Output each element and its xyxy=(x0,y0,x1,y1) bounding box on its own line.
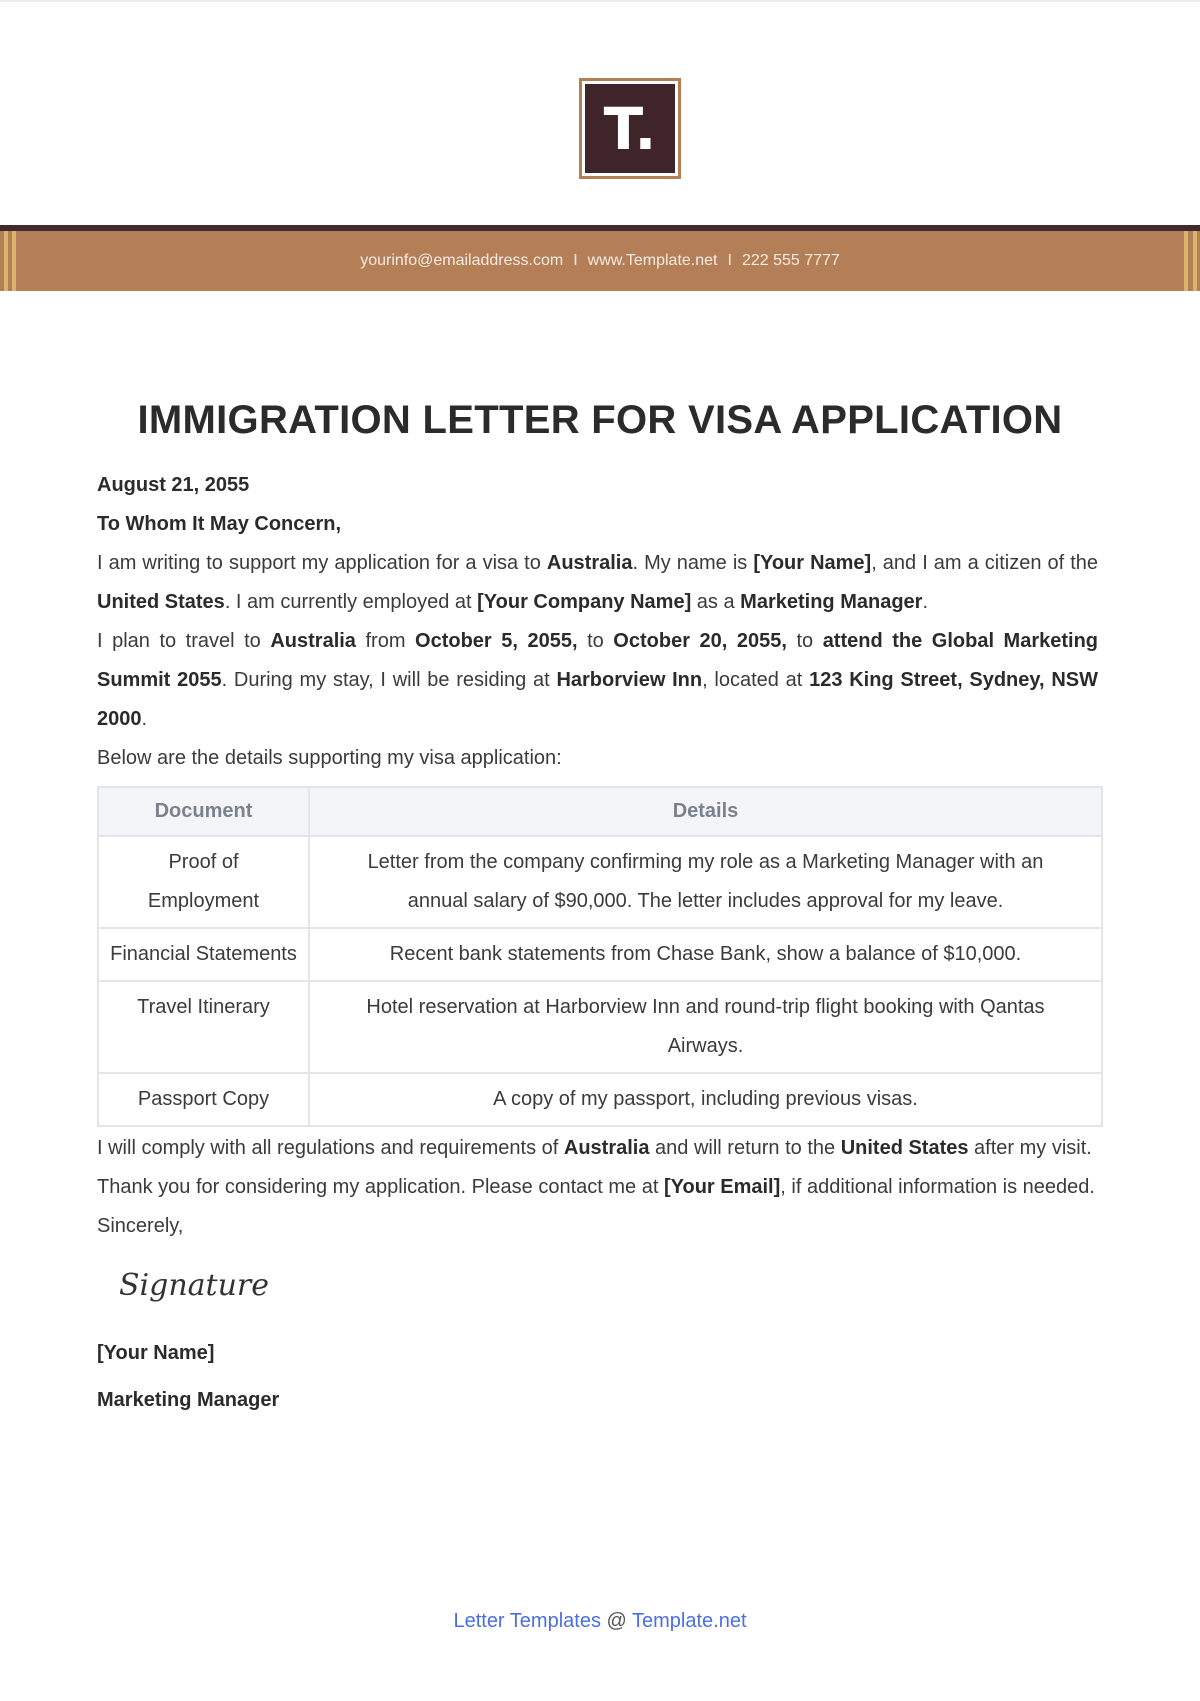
logo-letter: T. xyxy=(585,84,675,173)
page-title: IMMIGRATION LETTER FOR VISA APPLICATION xyxy=(137,398,1063,442)
text-run: , located at xyxy=(702,669,810,691)
text-run: after my visit. xyxy=(968,1137,1092,1159)
top-border xyxy=(0,0,1200,2)
emphasized-text: Australia xyxy=(270,630,356,652)
band-stripe xyxy=(12,231,16,291)
table-row xyxy=(98,836,1102,928)
band-stripe xyxy=(1184,231,1188,291)
separator: I xyxy=(573,252,578,269)
contact-band xyxy=(0,231,1200,291)
paragraph-details-intro: Below are the details supporting my visa application: xyxy=(97,747,562,769)
emphasized-text: Harborview Inn xyxy=(556,669,703,691)
paragraph-intro xyxy=(97,544,1098,622)
emphasized-text: October 5, 2055, xyxy=(415,630,578,652)
signer-role: Marketing Manager xyxy=(97,1389,280,1411)
contact-website: www.Template.net xyxy=(587,252,718,269)
document-cell: Financial Statements xyxy=(98,928,309,981)
emphasized-text: [Your Name] xyxy=(753,552,872,574)
emphasized-text: United States xyxy=(840,1137,969,1159)
document-cell: Travel Itinerary xyxy=(98,981,309,1073)
header-details: Details xyxy=(309,787,1102,836)
salutation: To Whom It May Concern, xyxy=(97,513,342,535)
emphasized-text: Australia xyxy=(563,1137,650,1159)
signature: Signature xyxy=(119,1268,270,1303)
paragraph-compliance xyxy=(97,1129,1098,1168)
letter-templates-link[interactable]: Letter Templates xyxy=(453,1610,601,1632)
text-run: . I am currently employed at xyxy=(224,591,478,613)
text-run: to xyxy=(577,630,614,652)
table-row xyxy=(98,981,1102,1073)
date: August 21, 2055 xyxy=(97,474,250,496)
emphasized-text: [Your Email] xyxy=(663,1176,781,1198)
emphasized-text: Marketing Manager xyxy=(740,591,923,613)
contact-email: yourinfo@emailaddress.com xyxy=(360,252,564,269)
band-stripe xyxy=(1193,231,1197,291)
details-cell: Letter from the company confirming my role as a Marketing Manager with an annual salary of $90,000. The letter includes approval for my leave. xyxy=(309,836,1102,928)
details-cell: A copy of my passport, including previous visas. xyxy=(309,1073,1102,1126)
text-run: . My name is xyxy=(632,552,754,574)
text-run: from xyxy=(355,630,416,652)
details-cell: Recent bank statements from Chase Bank, show a balance of $10,000. xyxy=(309,928,1102,981)
details-cell: Hotel reservation at Harborview Inn and round-trip flight booking with Qantas Airways. xyxy=(309,981,1102,1073)
separator: I xyxy=(727,252,732,269)
table-row xyxy=(98,928,1102,981)
emphasized-text: Australia xyxy=(546,552,633,574)
text-run: I plan to travel to xyxy=(97,630,271,652)
contact-phone: 222 555 7777 xyxy=(741,252,840,269)
text-run: Thank you for considering my application. Please contact me at xyxy=(97,1176,664,1198)
logo xyxy=(579,78,681,179)
document-cell: Proof of Employment xyxy=(98,836,309,928)
text-run: to xyxy=(786,630,823,652)
footer-at: @ xyxy=(600,1610,633,1632)
closing: Sincerely, xyxy=(97,1215,184,1237)
text-run: as a xyxy=(691,591,741,613)
footer xyxy=(0,1610,1200,1633)
emphasized-text: United States xyxy=(97,591,225,613)
emphasized-text: October 20, 2055, xyxy=(613,630,787,652)
text-run: , and I am a citizen of the xyxy=(871,552,1099,574)
table-row xyxy=(98,1073,1102,1126)
header-document: Document xyxy=(98,787,309,836)
text-run: I will comply with all regulations and requirements of xyxy=(97,1137,564,1159)
text-run: . During my stay, I will be residing at xyxy=(221,669,557,691)
text-run: , if additional information is needed. xyxy=(780,1176,1095,1198)
text-run: . xyxy=(922,591,928,613)
text-run: and will return to the xyxy=(649,1137,841,1159)
paragraph-thanks xyxy=(97,1168,1098,1207)
band-stripe xyxy=(4,231,8,291)
template-net-link[interactable]: Template.net xyxy=(632,1610,747,1632)
emphasized-text: 123 King Street, Sydney, NSW 2000 xyxy=(97,669,1098,730)
details-table xyxy=(97,786,1103,1127)
document-cell: Passport Copy xyxy=(98,1073,309,1126)
emphasized-text: attend the Global Marketing Summit 2055 xyxy=(97,630,1098,691)
signer-name: [Your Name] xyxy=(97,1342,215,1364)
emphasized-text: [Your Company Name] xyxy=(477,591,692,613)
letter-body xyxy=(97,466,1098,1420)
paragraph-travel xyxy=(97,622,1098,739)
text-run: . xyxy=(141,708,148,730)
text-run: I am writing to support my application for a visa to xyxy=(97,552,547,574)
